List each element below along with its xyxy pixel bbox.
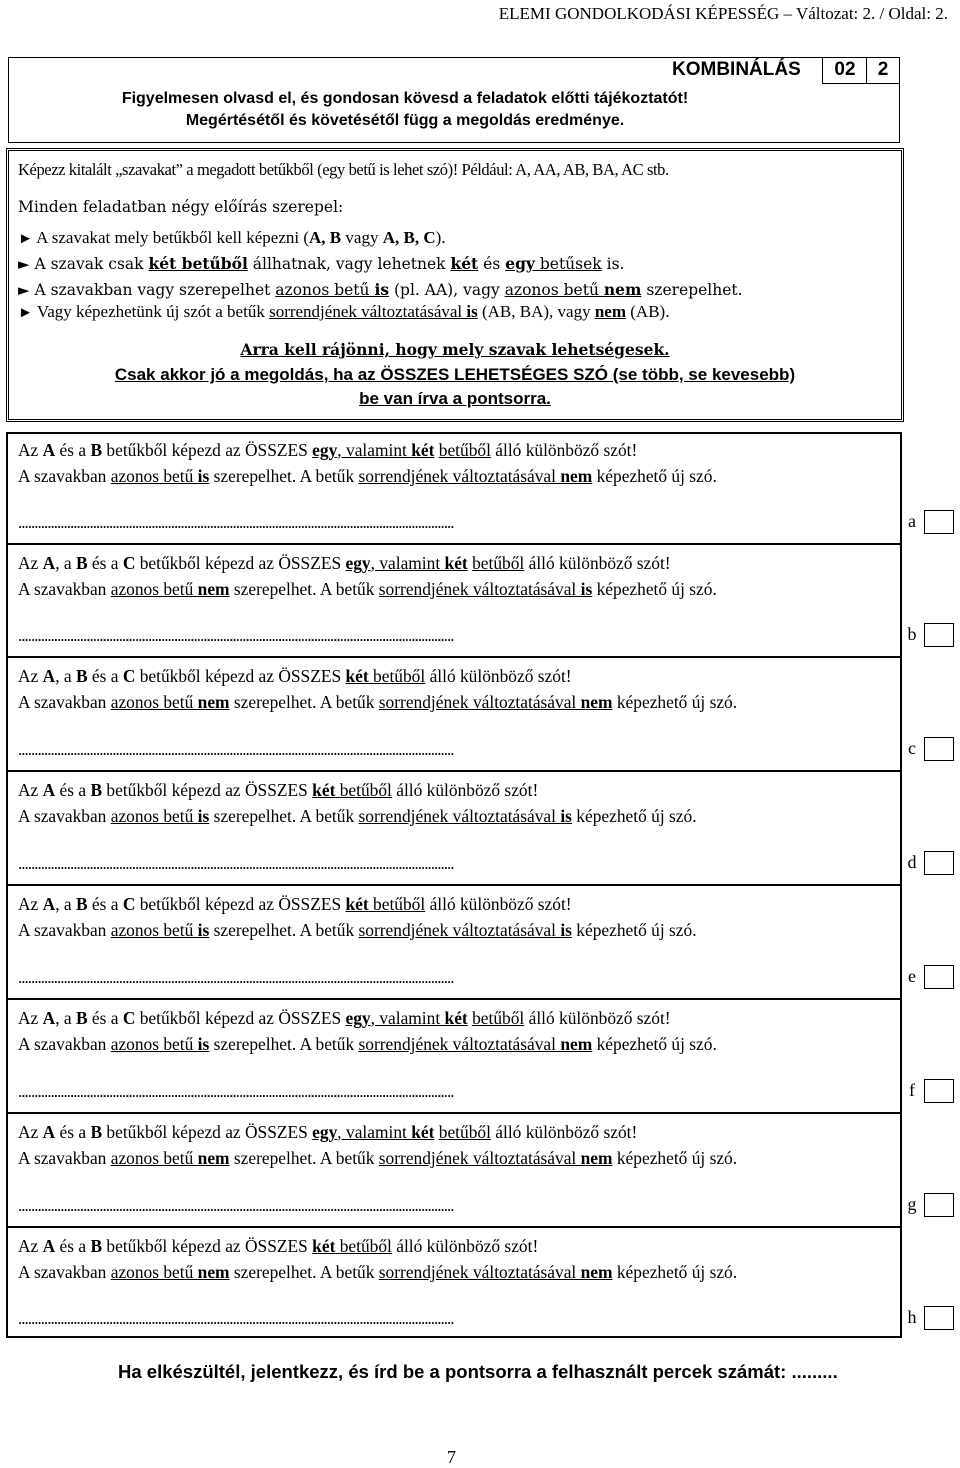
score-box[interactable] [924, 1079, 954, 1103]
task-separator [6, 884, 901, 886]
score-label: b [907, 624, 917, 644]
score-label: c [908, 738, 916, 758]
rule-bullet-4: ► Vagy képezhetünk új szót a betűk sorrendjének változtatásával is (AB, BA), vagy nem (AB). [18, 302, 670, 321]
task-line-1: Az A és a B betűkből képezd az ÖSSZES két betűből álló különböző szót! [18, 780, 539, 800]
task-line-2: A szavakban azonos betű nem szerepelhet. A betűk sorrendjének változtatásával nem képezhető új szó. [18, 1148, 738, 1168]
task-line-1: Az A és a B betűkből képezd az ÖSSZES egy, valamint két betűből álló különböző szót! [18, 440, 638, 460]
section-label: KOMBINÁLÁS [672, 59, 801, 80]
rule-bullet-3: ► A szavakban vagy szerepelhet azonos betű is (pl. AA), vagy azonos betű nem szerepelhet. [18, 280, 743, 299]
score-label: e [908, 966, 916, 986]
task-line-2: A szavakban azonos betű is szerepelhet. A betűk sorrendjének változtatásával is képezhető új szó. [18, 806, 697, 826]
rule-bullet-2: ► A szavak csak két betűből állhatnak, vagy lehetnek két és egy betűsek is. [18, 254, 625, 273]
score-box[interactable] [924, 1193, 954, 1217]
score-box[interactable] [924, 1306, 954, 1330]
intro-line-2: Megértésétől és követésétől függ a megoldás eredménye. [185, 112, 625, 129]
score-label: f [909, 1080, 915, 1100]
score-box[interactable] [924, 623, 954, 647]
score-label: a [908, 511, 916, 531]
footer-instruction: Ha elkészültél, jelentkezz, és írd be a pontsorra a felhasznált percek számát: ......... [118, 1361, 838, 1382]
answer-dots[interactable]: ...................................................................................................................................... [18, 854, 454, 873]
answer-dots[interactable]: ...................................................................................................................................... [18, 968, 454, 987]
intro-line-1: Figyelmesen olvasd el, és gondosan kövesd a feladatok előtti tájékoztatót! [121, 90, 689, 107]
task-separator [6, 656, 901, 658]
score-label: h [907, 1307, 917, 1327]
task-line-2: A szavakban azonos betű is szerepelhet. A betűk sorrendjének változtatásával nem képezhető új szó. [18, 1034, 717, 1054]
task-line-2: A szavakban azonos betű is szerepelhet. A betűk sorrendjének változtatásával nem képezhető új szó. [18, 466, 717, 486]
answer-dots[interactable]: ...................................................................................................................................... [18, 626, 454, 645]
rules-heading: Minden feladatban négy előírás szerepel: [18, 198, 344, 216]
answer-dots[interactable]: ...................................................................................................................................... [18, 1309, 454, 1328]
task-separator [6, 770, 901, 772]
score-label: d [907, 852, 917, 872]
bullet-triangle-icon: ► [18, 281, 30, 299]
rule-bullet-1: ► A szavakat mely betűkből kell képezni (A, B vagy A, B, C). [18, 228, 446, 247]
score-label: g [907, 1194, 917, 1214]
task-separator [6, 543, 901, 545]
task-line-2: A szavakban azonos betű nem szerepelhet. A betűk sorrendjének változtatásával nem képezhető új szó. [18, 692, 738, 712]
task-separator [6, 1112, 901, 1114]
task-separator [6, 1226, 901, 1228]
bullet-triangle-icon: ► [18, 231, 33, 247]
rules-example: Képezz kitalált „szavakat” a megadott betűkből (egy betű is lehet szó)! Például: A, AA, AB, BA, AC stb. [18, 160, 669, 179]
task-line-1: Az A, a B és a C betűkből képezd az ÖSSZES két betűből álló különböző szót! [18, 666, 572, 686]
score-box[interactable] [924, 965, 954, 989]
rules-conclusion-2: Csak akkor jó a megoldás, ha az ÖSSZES LEHETSÉGES SZÓ (se több, se kevesebb) [114, 365, 796, 384]
task-line-2: A szavakban azonos betű is szerepelhet. A betűk sorrendjének változtatásával is képezhető új szó. [18, 920, 697, 940]
rules-conclusion-3: be van írva a pontsorra. [359, 389, 551, 408]
score-box[interactable] [924, 510, 954, 534]
answer-dots[interactable]: ...................................................................................................................................... [18, 1196, 454, 1215]
answer-dots[interactable]: ...................................................................................................................................... [18, 740, 454, 759]
bullet-triangle-icon: ► [18, 305, 33, 321]
task-separator [6, 998, 901, 1000]
bullet-triangle-icon: ► [18, 255, 30, 273]
task-line-2: A szavakban azonos betű nem szerepelhet. A betűk sorrendjének változtatásával is képezhető új szó. [18, 579, 717, 599]
section-code: 02 [822, 57, 867, 84]
page-number: 7 [447, 1447, 456, 1467]
task-line-1: Az A és a B betűkből képezd az ÖSSZES két betűből álló különböző szót! [18, 1236, 539, 1256]
page-header: ELEMI GONDOLKODÁSI KÉPESSÉG – Változat: 2. / Oldal: 2. [498, 4, 948, 23]
answer-dots[interactable]: ...................................................................................................................................... [18, 513, 454, 532]
score-box[interactable] [924, 737, 954, 761]
task-line-2: A szavakban azonos betű nem szerepelhet. A betűk sorrendjének változtatásával nem képezhető új szó. [18, 1262, 738, 1282]
task-line-1: Az A és a B betűkből képezd az ÖSSZES egy, valamint két betűből álló különböző szót! [18, 1122, 638, 1142]
task-line-1: Az A, a B és a C betűkből képezd az ÖSSZES egy, valamint két betűből álló különböző szót! [18, 1008, 671, 1028]
section-number: 2 [866, 57, 899, 84]
task-line-1: Az A, a B és a C betűkből képezd az ÖSSZES egy, valamint két betűből álló különböző szót! [18, 553, 671, 573]
rules-conclusion-1: Arra kell rájönni, hogy mely szavak lehetségesek. [240, 340, 670, 359]
score-box[interactable] [924, 851, 954, 875]
answer-dots[interactable]: ...................................................................................................................................... [18, 1082, 454, 1101]
task-line-1: Az A, a B és a C betűkből képezd az ÖSSZES két betűből álló különböző szót! [18, 894, 572, 914]
